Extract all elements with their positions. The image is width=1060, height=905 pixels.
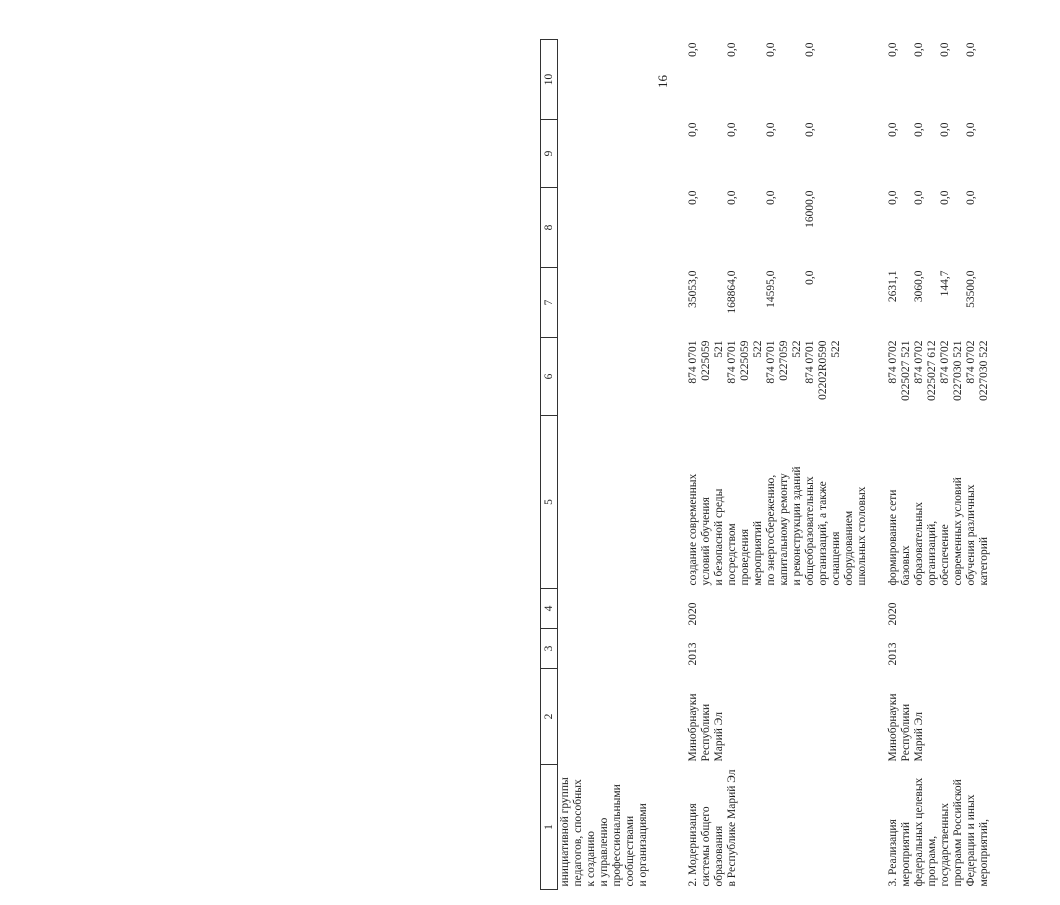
expected-result: создание современных условий обучения и безопасной среды посредством проведения мероприятий по энергосбережению, капитальному ремонту и реконструкции зданий общеобразовательных организаций, а также оснащения оборудованием школьных столовых xyxy=(686,466,868,586)
event-name: инициативной группы педагогов, способных к созданию и управлению профессиональными сообществами и организациями xyxy=(559,777,649,887)
column-number: 10 xyxy=(541,40,558,120)
amount-col10 xyxy=(558,40,686,120)
amount-col10: 0,0 0,0 0,0 0,0 xyxy=(686,42,816,57)
amount-col7: 35053,0 168864,0 14595,0 0,0 xyxy=(686,270,816,314)
column-number: 6 xyxy=(541,338,558,416)
column-number: 5 xyxy=(541,416,558,589)
table-row xyxy=(686,40,886,890)
page-number: 16 xyxy=(655,75,670,88)
rotated-page xyxy=(540,40,1060,890)
column-number: 3 xyxy=(541,629,558,669)
executor xyxy=(558,669,686,765)
column-number: 9 xyxy=(541,120,558,188)
end-year xyxy=(558,589,686,629)
budget-code xyxy=(558,338,686,416)
amount-col8 xyxy=(558,188,686,268)
amount-col9: 0,0 0,0 0,0 0,0 xyxy=(886,122,977,137)
amount-col10: 0,0 0,0 0,0 0,0 xyxy=(886,42,977,57)
column-number-row xyxy=(541,40,558,890)
event-name: 2. Модернизация системы общего образования в Республике Марий Эл xyxy=(686,769,738,887)
table-row xyxy=(886,40,1026,890)
table-row xyxy=(558,40,686,890)
amount-col7 xyxy=(558,268,686,338)
start-year: 2013 xyxy=(686,642,699,666)
expected-result xyxy=(558,416,686,589)
event-name: 3. Реализация мероприятий федеральных целевых программ, государственных программ Российской Федерации и иных мероприятий, xyxy=(886,777,990,887)
start-year xyxy=(558,629,686,669)
amount-col7: 2631,1 3060,0 144,7 53500,0 xyxy=(886,270,977,308)
start-year: 2013 xyxy=(886,642,899,666)
column-number: 8 xyxy=(541,188,558,268)
column-number: 4 xyxy=(541,589,558,629)
column-number: 7 xyxy=(541,268,558,338)
executor: Минобрнауки Республики Марий Эл xyxy=(886,693,925,762)
end-year: 2020 xyxy=(886,602,899,626)
executor: Минобрнауки Республики Марий Эл xyxy=(686,693,725,762)
column-number: 1 xyxy=(541,765,558,890)
budget-code: 874 0702 0225027 521 874 0702 0225027 612 874 0702 0227030 521 874 0702 0227030 522 xyxy=(886,340,990,401)
amount-col9: 0,0 0,0 0,0 0,0 xyxy=(686,122,816,137)
amount-col8: 0,0 0,0 0,0 0,0 xyxy=(886,190,977,205)
column-number: 2 xyxy=(541,669,558,765)
budget-code: 874 0701 0225059 521 874 0701 0225059 522 874 0701 0227059 522 874 0701 02202R0590 522 xyxy=(686,340,842,400)
program-table xyxy=(540,39,1026,890)
end-year: 2020 xyxy=(686,602,699,626)
expected-result: формирование сети базовых образовательных организаций, обеспечение современных условий обучения различных категорий xyxy=(886,477,990,586)
amount-col8: 0,0 0,0 0,0 16000,0 xyxy=(686,190,816,228)
amount-col9 xyxy=(558,120,686,188)
